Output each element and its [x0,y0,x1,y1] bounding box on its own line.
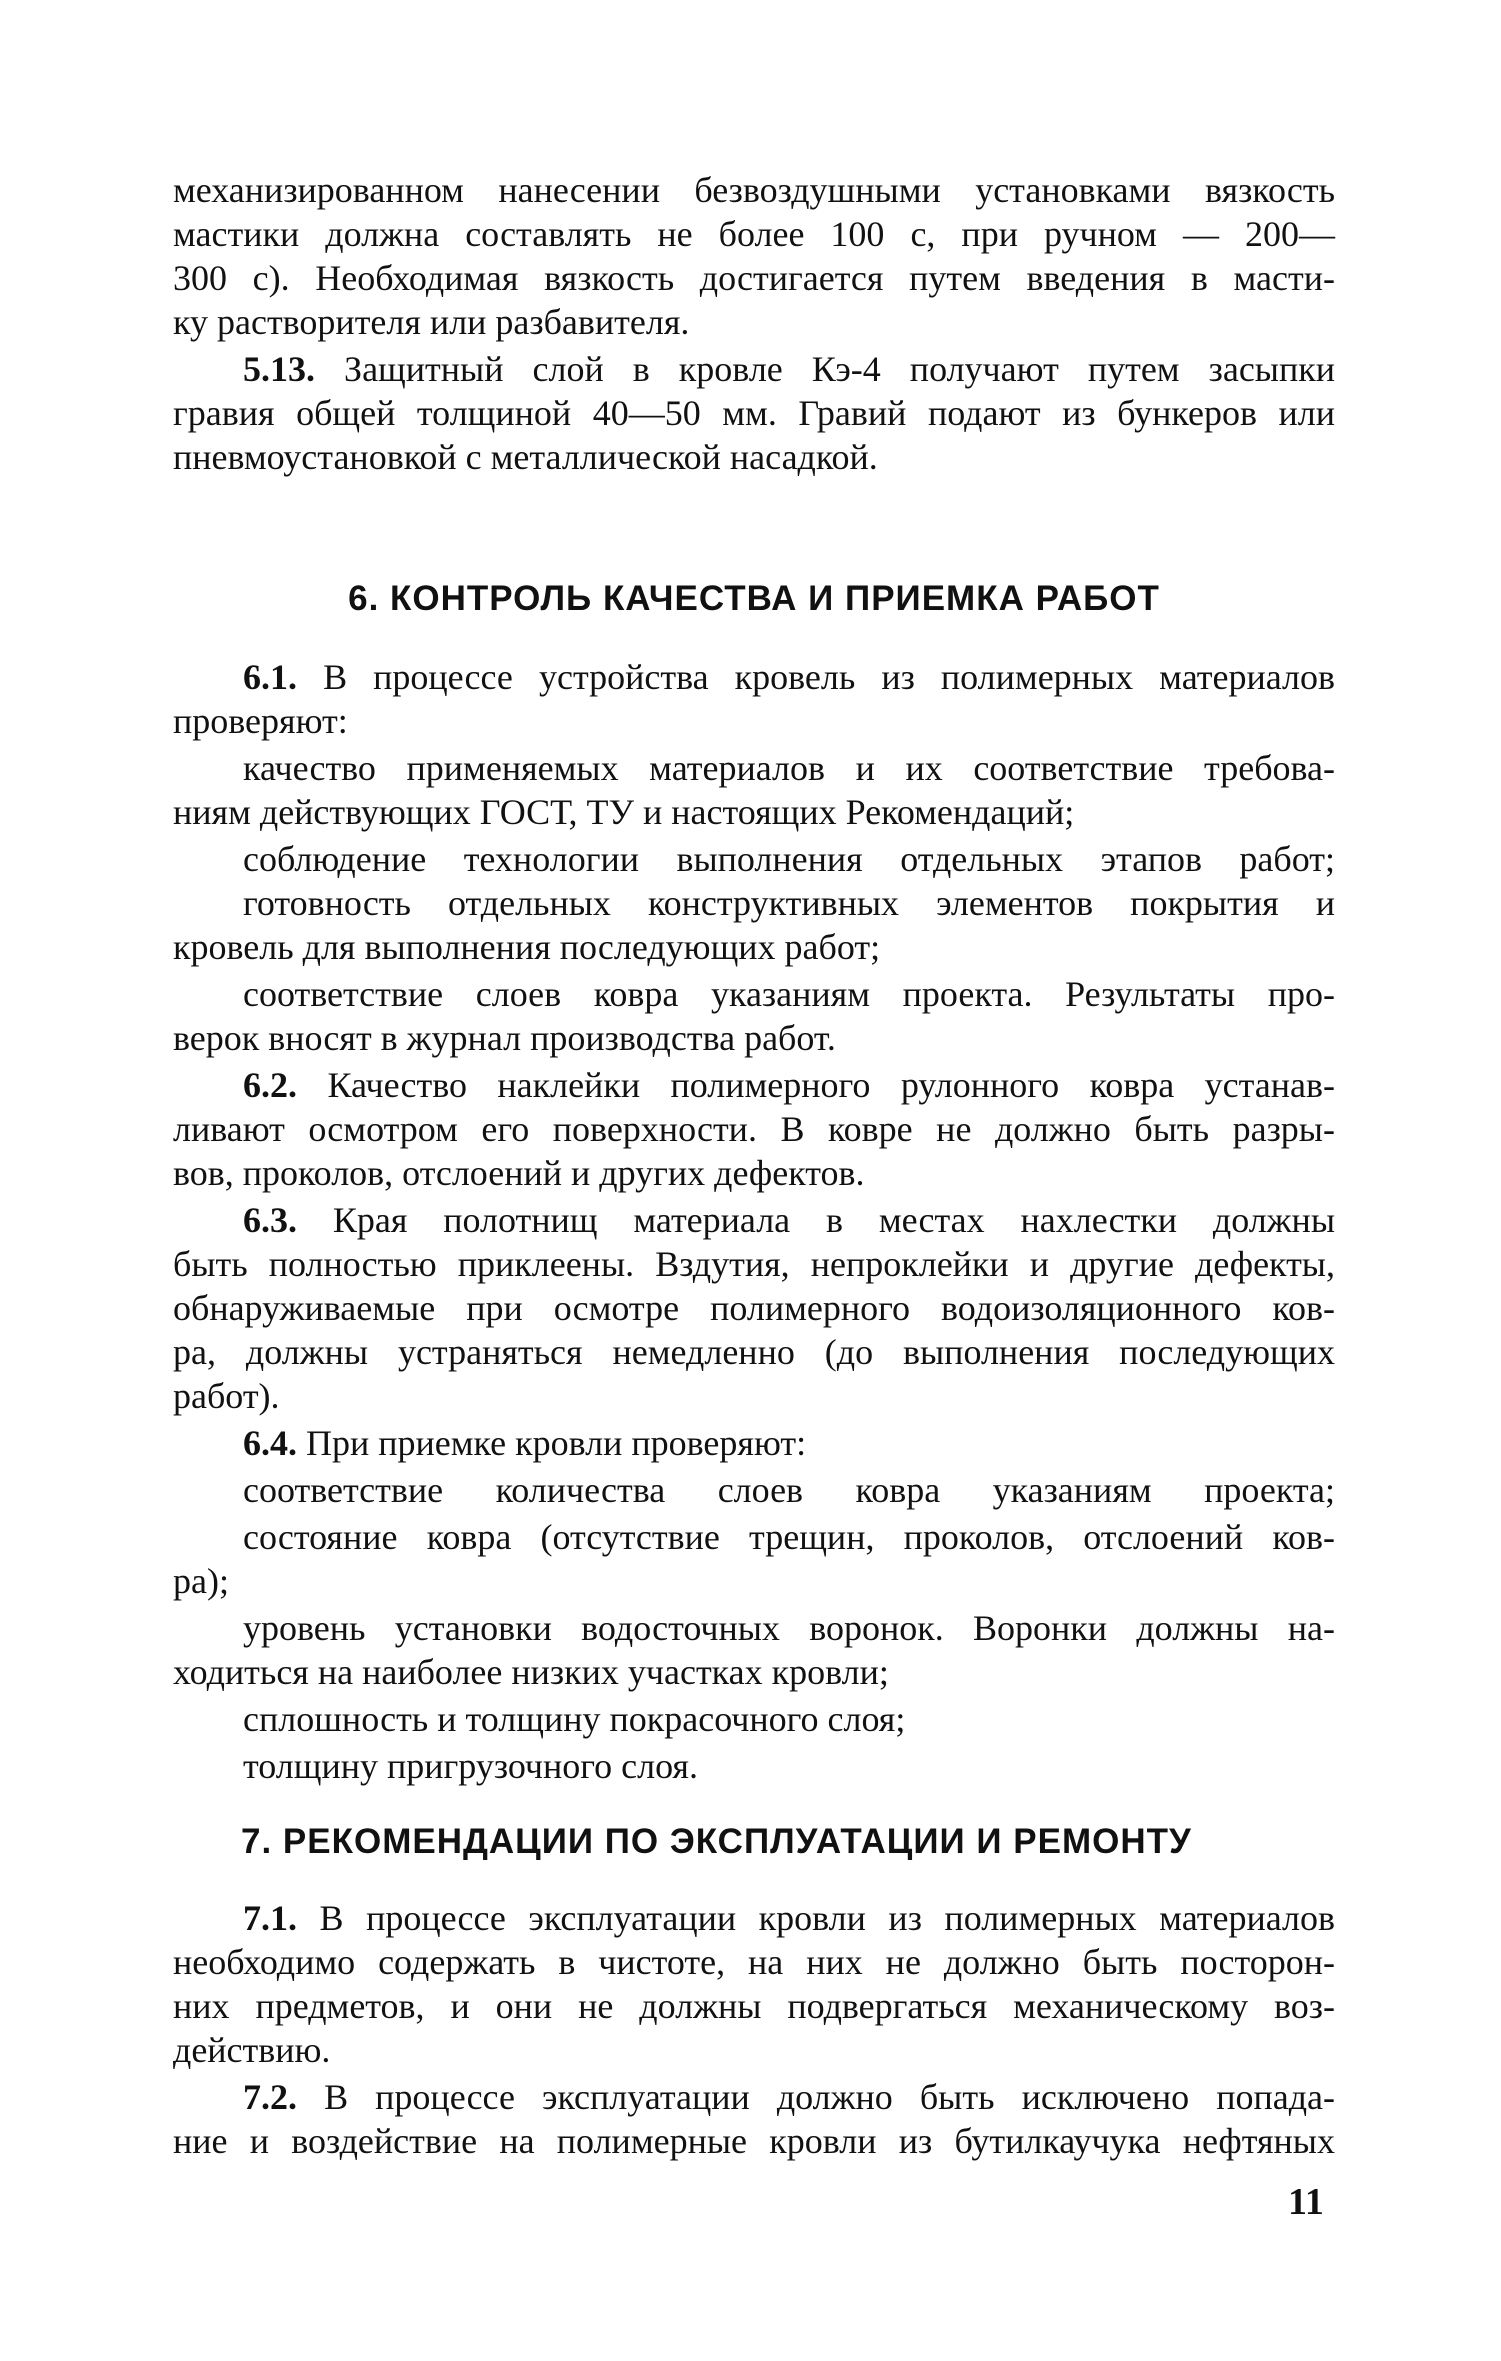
text-line [173,1421,1335,1465]
paragraph-6-4 [173,1421,1335,1465]
clause-text: В процессе эксплуатации должно быть исключено попада- [324,2077,1336,2117]
text-line: готовность отдельных конструктивных элементов покрытия и [243,883,1335,923]
clause-number: 6.3. [243,1200,297,1240]
text-line: быть полностью приклеены. Вздутия, непроклейки и другие дефекты, [173,1244,1335,1284]
clause-text: Края полотнищ материала в местах нахлестки должны [332,1200,1336,1240]
page-body [173,168,1335,2163]
intro-paragraph [173,168,1335,344]
paragraph-7-2 [173,2075,1335,2163]
text-line [173,2075,1335,2119]
text-line: ние и воздействие на полимерные кровли из бутилкаучука нефтяных [173,2121,1335,2161]
text-line: соблюдение технологии выполнения отдельных этапов работ; [243,839,1335,879]
clause-number: 6.2. [243,1065,297,1105]
text-line: кровель для выполнения последующих работ; [173,927,881,967]
text-line: гравия общей толщиной 40—50 мм. Гравий подают из бункеров или [173,393,1335,433]
paragraph-6-2 [173,1063,1335,1195]
text-line: ра, должны устраняться немедленно (до выполнения последующих [173,1332,1335,1372]
check-item [173,1468,1335,1512]
text-line: сплошность и толщину покрасочного слоя; [243,1699,906,1739]
text-line: механизированном нанесении безвоздушными установками вязкость [173,170,1335,210]
text-line: действию. [173,2030,331,2070]
text-line: пневмоустановкой с металлической насадкой. [173,437,878,477]
paragraph-5-13 [173,347,1335,479]
clause-text: В процессе эксплуатации кровли из полимерных материалов [319,1898,1335,1938]
clause-text: Защитный слой в кровле Кэ-4 получают путем засыпки [344,349,1336,389]
text-line: состояние ковра (отсутствие трещин, проколов, отслоений ков- [243,1517,1335,1557]
text-line: необходимо содержать в чистоте, на них не должно быть посторон- [173,1942,1335,1982]
clause-number: 7.1. [243,1898,297,1938]
text-line: ку растворителя или разбавителя. [173,302,690,342]
clause-number: 7.2. [243,2077,297,2117]
clause-number: 5.13. [243,349,315,389]
text-line [173,1063,1335,1107]
check-item [173,1515,1335,1603]
clause-text: В процессе устройства кровель из полимерных материалов [323,657,1335,697]
text-line: мастики должна составлять не более 100 с, при ручном — 200— [173,214,1335,254]
page-number: 11 [1288,2181,1324,2223]
paragraph-6-3 [173,1198,1335,1418]
text-line: уровень установки водосточных воронок. Воронки должны на- [243,1608,1335,1648]
text-line: вов, проколов, отслоений и других дефектов. [173,1153,865,1193]
text-line: 300 с). Необходимая вязкость достигается путем введения в масти- [173,258,1335,298]
text-line: ходиться на наиболее низких участках кровли; [173,1652,889,1692]
text-line: работ). [173,1376,280,1416]
check-item [173,1697,1335,1741]
section-6-heading: 6. КОНТРОЛЬ КАЧЕСТВА И ПРИЕМКА РАБОТ [348,579,1160,618]
text-line: ниям действующих ГОСТ, ТУ и настоящих Рекомендаций; [173,792,1075,832]
check-item [173,1606,1335,1694]
text-line: толщину пригрузочного слоя. [243,1746,698,1786]
check-item [173,746,1335,834]
clause-text: Качество наклейки полимерного рулонного ковра устанав- [327,1065,1335,1105]
text-line: них предметов, и они не должны подвергаться механическому воз- [173,1986,1335,2026]
text-line: соответствие слоев ковра указаниям проекта. Результаты про- [243,974,1335,1014]
paragraph-7-1 [173,1896,1335,2072]
text-line [173,1198,1335,1242]
paragraph-6-1 [173,655,1335,743]
check-item [173,972,1335,1060]
text-line: качество применяемых материалов и их соответствие требова- [243,748,1335,788]
check-item [173,837,1335,881]
text-line: обнаруживаемые при осмотре полимерного водоизоляционного ков- [173,1288,1335,1328]
text-line: ра); [173,1561,229,1601]
text-line: соответствие количества слоев ковра указаниям проекта; [243,1470,1335,1510]
check-item [173,1744,1335,1788]
text-line [173,347,1335,391]
text-line [173,655,1335,699]
text-line: проверяют: [173,701,348,741]
section-7-heading: 7. РЕКОМЕНДАЦИИ ПО ЭКСПЛУАТАЦИИ И РЕМОНТУ [241,1822,1192,1861]
clause-number: 6.1. [243,657,297,697]
check-item [173,881,1335,969]
text-line: ливают осмотром его поверхности. В ковре не должно быть разры- [173,1109,1335,1149]
clause-number: 6.4. [243,1423,297,1463]
text-line [173,1896,1335,1940]
clause-text: При приемке кровли проверяют: [306,1423,807,1463]
text-line: верок вносят в журнал производства работ. [173,1018,836,1058]
